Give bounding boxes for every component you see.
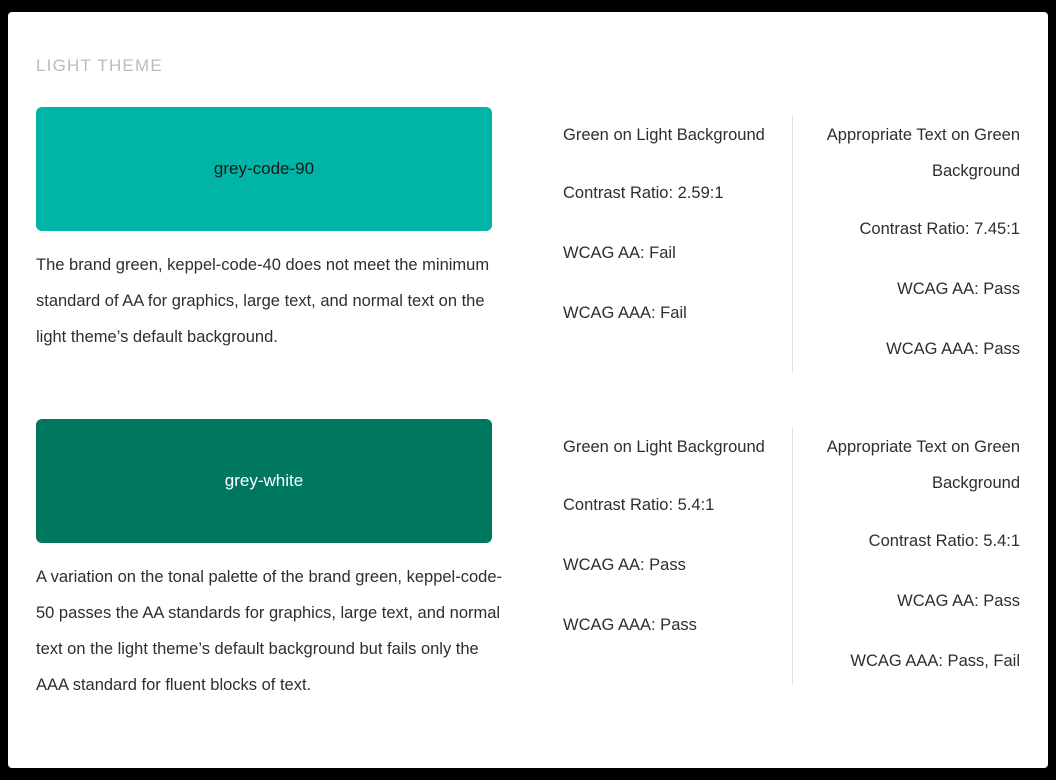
contrast-ratio: Contrast Ratio: 5.4:1	[563, 496, 715, 514]
contrast-heading: Appropriate Text on Green Background	[826, 126, 1020, 180]
contrast-column-left	[563, 117, 788, 331]
wcag-aaa-result: WCAG AAA: Pass, Fail	[850, 652, 1020, 670]
wcag-aaa-result: WCAG AAA: Pass	[886, 340, 1020, 358]
color-description: The brand green, keppel-code-40 does not meet the minimum standard of AA for graphics, large text, and normal text on the light theme’s default background.	[36, 256, 490, 346]
wcag-aa-result: WCAG AA: Pass	[563, 556, 686, 574]
contrast-column-left	[563, 429, 788, 643]
wcag-aa-result: WCAG AA: Pass	[897, 280, 1020, 298]
page-title: LIGHT THEME	[36, 56, 163, 75]
contrast-ratio: Contrast Ratio: 5.4:1	[868, 532, 1020, 550]
color-swatch	[36, 107, 492, 231]
wcag-aaa-result: WCAG AAA: Pass	[563, 616, 697, 634]
contrast-column-right	[808, 429, 1020, 679]
color-swatch	[36, 419, 492, 543]
contrast-ratio: Contrast Ratio: 2.59:1	[563, 184, 724, 202]
light-theme-panel	[8, 12, 1048, 768]
column-divider	[792, 427, 793, 685]
color-swatch-label: grey-white	[224, 471, 304, 490]
contrast-column-right	[808, 117, 1020, 367]
color-swatch-label: grey-code-90	[213, 159, 315, 178]
contrast-ratio: Contrast Ratio: 7.45:1	[859, 220, 1020, 238]
color-description: A variation on the tonal palette of the brand green, keppel-code-50 passes the AA standards for graphics, large text, and normal text on the light theme’s default background but fails only the AAA standard for fluent blocks of text.	[36, 568, 502, 694]
wcag-aa-result: WCAG AA: Fail	[563, 244, 676, 262]
contrast-heading: Green on Light Background	[563, 438, 765, 456]
wcag-aa-result: WCAG AA: Pass	[897, 592, 1020, 610]
contrast-heading: Green on Light Background	[563, 126, 765, 144]
wcag-aaa-result: WCAG AAA: Fail	[563, 304, 687, 322]
contrast-heading: Appropriate Text on Green Background	[826, 438, 1020, 492]
column-divider	[792, 115, 793, 373]
